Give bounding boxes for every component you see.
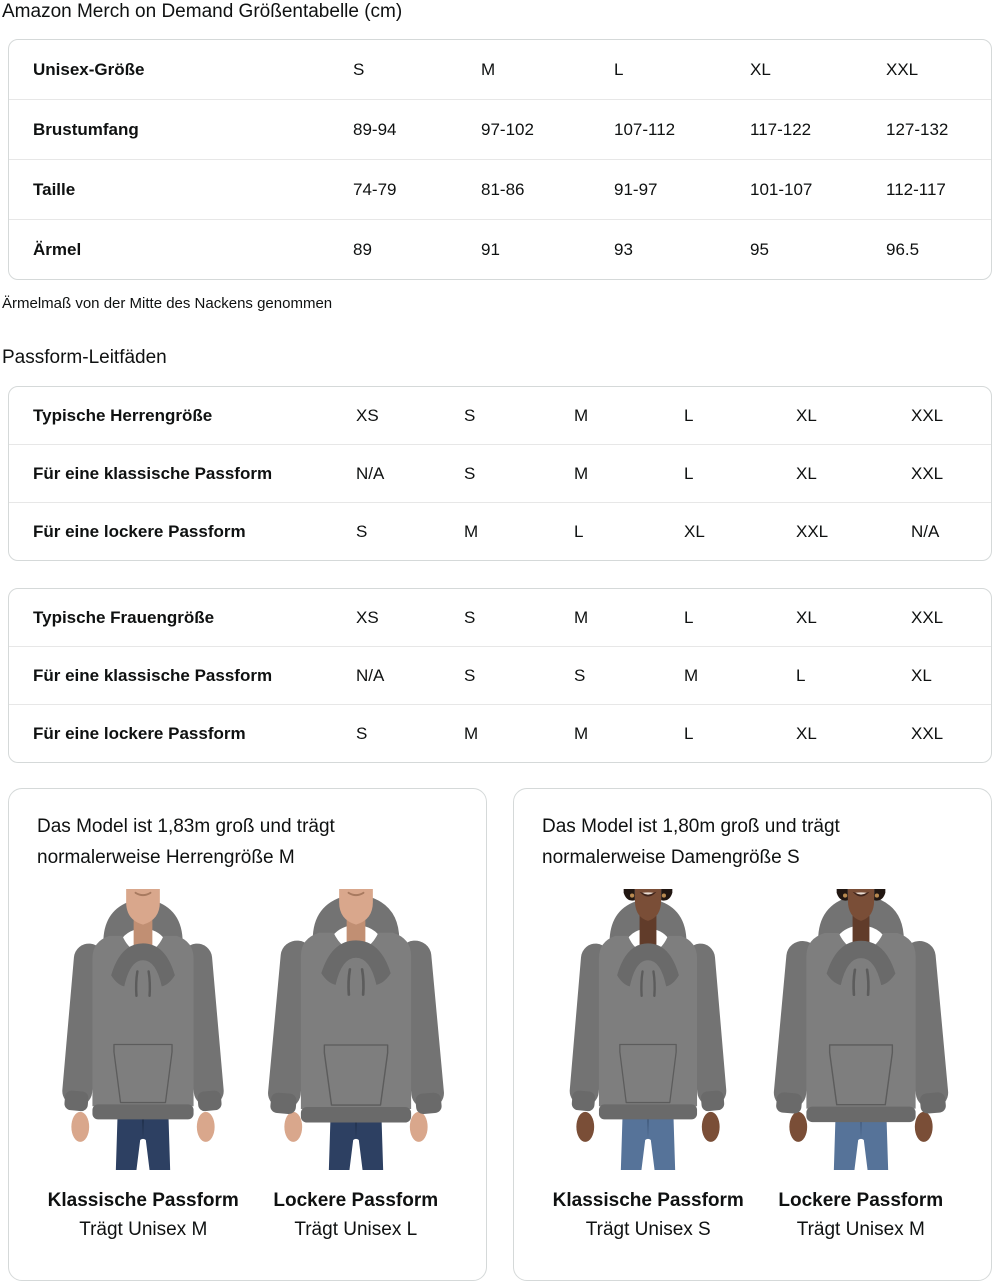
size-cell: XXL xyxy=(886,59,919,79)
page-title: Amazon Merch on Demand Größentabelle (cm) xyxy=(2,1,403,22)
size-cell: XL xyxy=(796,704,911,762)
size-cell: XXL xyxy=(911,704,991,762)
table-row xyxy=(9,219,991,279)
size-cell: XL xyxy=(796,405,817,425)
size-cell: M xyxy=(574,704,684,762)
row-label-lockere-passform: Für eine lockere Passform xyxy=(9,502,356,560)
size-cell: L xyxy=(796,646,911,704)
measure-cell: 91-97 xyxy=(614,159,750,219)
size-cell: XS xyxy=(356,607,379,627)
size-cell: XL xyxy=(796,607,817,627)
male-model-classic-fit-photo xyxy=(40,881,246,1178)
size-cell: N/A xyxy=(356,646,464,704)
fit-name-label: Lockere Passform xyxy=(778,1190,944,1211)
size-cell: L xyxy=(574,502,684,560)
measure-cell: 93 xyxy=(614,219,750,279)
table-row xyxy=(9,387,991,444)
size-cell: L xyxy=(684,444,796,502)
model-figure xyxy=(250,881,463,1241)
size-cell: XXL xyxy=(911,607,944,627)
size-cell: S xyxy=(356,704,464,762)
row-label-typische-frauengroesse: Typische Frauengröße xyxy=(33,607,215,627)
size-cell: S xyxy=(353,59,365,79)
table-row xyxy=(9,444,991,502)
measure-cell: 95 xyxy=(750,219,886,279)
model-figure xyxy=(542,881,755,1241)
model-figures xyxy=(37,881,462,1241)
size-cell: XL xyxy=(684,502,796,560)
fit-size-label: Trägt Unisex M xyxy=(796,1219,925,1240)
measure-cell: 127-132 xyxy=(886,99,991,159)
size-cell: S xyxy=(574,646,684,704)
fit-size-label: Trägt Unisex L xyxy=(294,1219,418,1240)
size-cell: M xyxy=(464,502,574,560)
size-cell: XXL xyxy=(796,502,911,560)
table-row xyxy=(9,99,991,159)
size-cell: M xyxy=(574,444,684,502)
size-cell: L xyxy=(684,704,796,762)
row-label-typische-herrengroesse: Typische Herrengröße xyxy=(33,405,213,425)
table-row xyxy=(9,40,991,99)
size-cell: M xyxy=(481,59,496,79)
model-description: Das Model ist 1,83m groß und trägt normalerweise Herrengröße M xyxy=(37,816,335,868)
size-cell: S xyxy=(356,502,464,560)
size-cell: XL xyxy=(750,59,771,79)
size-cell: M xyxy=(574,607,589,627)
size-cell: M xyxy=(684,646,796,704)
measure-cell: 117-122 xyxy=(750,99,886,159)
size-cell: N/A xyxy=(911,502,991,560)
unisex-size-table xyxy=(8,39,992,280)
fit-size-label: Trägt Unisex M xyxy=(79,1219,208,1240)
row-label-klassische-passform: Für eine klassische Passform xyxy=(9,646,356,704)
measure-cell: 89 xyxy=(353,219,481,279)
model-figure xyxy=(37,881,250,1241)
size-cell: N/A xyxy=(356,444,464,502)
size-cell: XXL xyxy=(911,405,944,425)
table-row xyxy=(9,646,991,704)
women-fit-table xyxy=(8,588,992,763)
row-label-lockere-passform: Für eine lockere Passform xyxy=(9,704,356,762)
size-cell: L xyxy=(684,405,694,425)
row-label-klassische-passform: Für eine klassische Passform xyxy=(9,444,356,502)
male-model-loose-fit-photo xyxy=(253,881,459,1178)
women-model-card xyxy=(513,788,992,1281)
size-cell: XL xyxy=(911,646,991,704)
measure-cell: 97-102 xyxy=(481,99,614,159)
size-cell: L xyxy=(684,607,694,627)
table-row xyxy=(9,159,991,219)
measure-cell: 91 xyxy=(481,219,614,279)
model-figures xyxy=(542,881,967,1241)
table-row xyxy=(9,589,991,646)
model-description: Das Model ist 1,80m groß und trägt normalerweise Damengröße S xyxy=(542,816,840,868)
model-cards xyxy=(8,788,992,1281)
size-cell: S xyxy=(464,405,476,425)
row-label-brustumfang: Brustumfang xyxy=(9,99,353,159)
measure-cell: 96.5 xyxy=(886,219,991,279)
row-label-aermel: Ärmel xyxy=(9,219,353,279)
row-label-taille: Taille xyxy=(9,159,353,219)
fit-name-label: Lockere Passform xyxy=(273,1190,439,1211)
female-model-classic-fit-photo xyxy=(545,881,751,1178)
measure-cell: 101-107 xyxy=(750,159,886,219)
measure-cell: 112-117 xyxy=(886,159,991,219)
row-label-unisex-groesse: Unisex-Größe xyxy=(33,59,145,79)
men-model-card xyxy=(8,788,487,1281)
table-row xyxy=(9,502,991,560)
sleeve-measure-note: Ärmelmaß von der Mitte des Nackens genommen xyxy=(2,295,333,312)
fit-name-label: Klassische Passform xyxy=(47,1190,239,1211)
model-figure xyxy=(755,881,968,1241)
measure-cell: 74-79 xyxy=(353,159,481,219)
table-row xyxy=(9,704,991,762)
size-cell: XXL xyxy=(911,444,991,502)
size-cell: M xyxy=(464,704,574,762)
fit-size-label: Trägt Unisex S xyxy=(585,1219,711,1240)
size-cell: L xyxy=(614,59,624,79)
size-cell: XL xyxy=(796,444,911,502)
size-cell: S xyxy=(464,646,574,704)
men-fit-table xyxy=(8,386,992,561)
measure-cell: 81-86 xyxy=(481,159,614,219)
size-cell: S xyxy=(464,607,476,627)
female-model-loose-fit-photo xyxy=(758,881,964,1178)
measure-cell: 89-94 xyxy=(353,99,481,159)
fit-guides-heading: Passform-Leitfäden xyxy=(2,347,167,368)
size-cell: M xyxy=(574,405,589,425)
size-cell: S xyxy=(464,444,574,502)
size-cell: XS xyxy=(356,405,379,425)
fit-name-label: Klassische Passform xyxy=(552,1190,744,1211)
measure-cell: 107-112 xyxy=(614,99,750,159)
